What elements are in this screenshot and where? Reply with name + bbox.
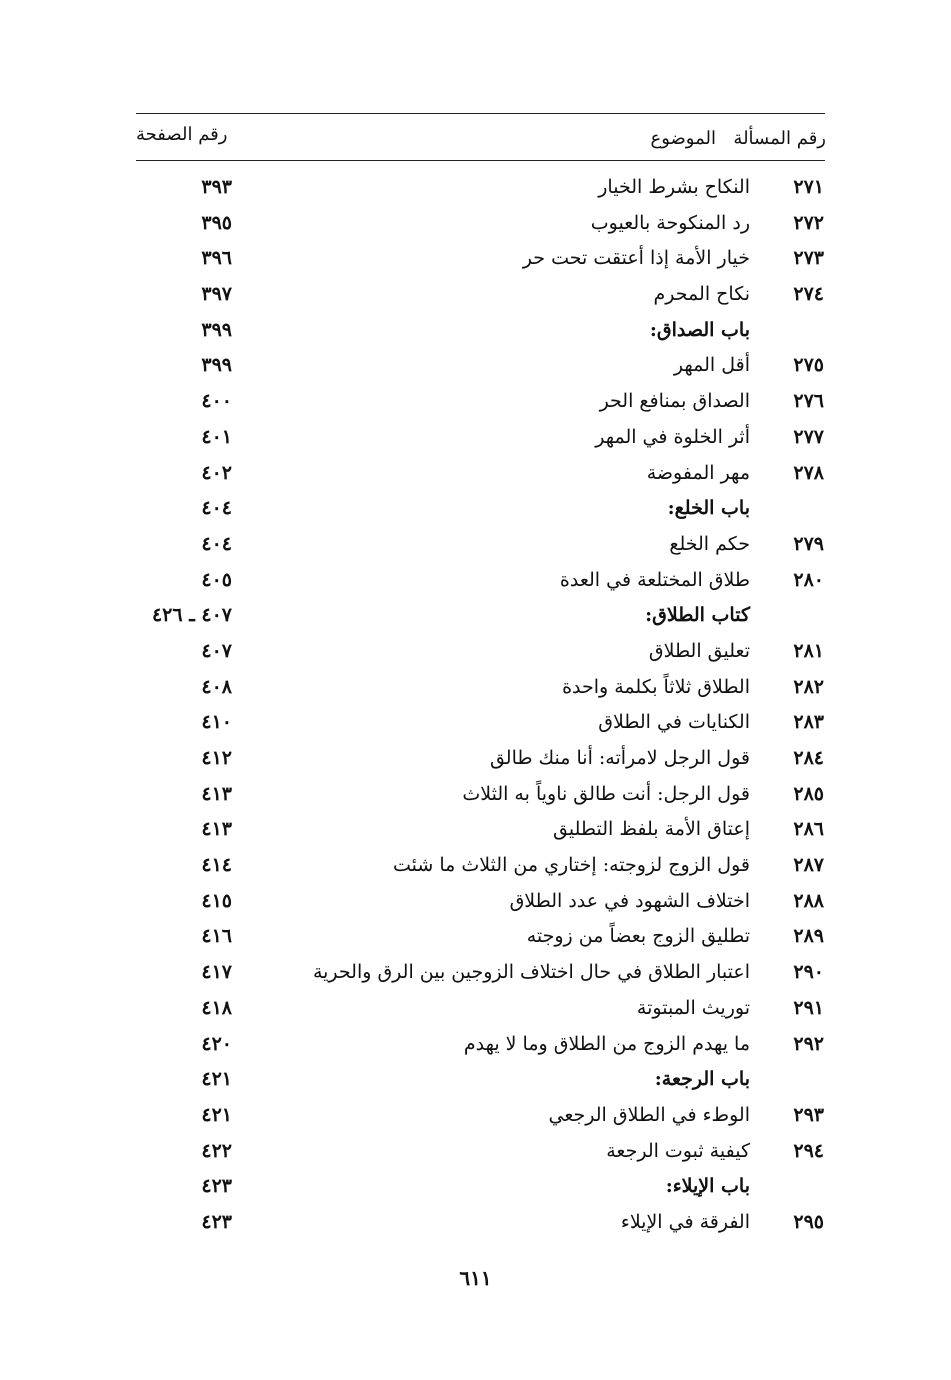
issue-number: ٢٩٣ <box>793 1103 824 1126</box>
section-heading: باب الرجعة: <box>654 1068 750 1091</box>
toc-section-row <box>120 1169 830 1205</box>
toc-entry-row <box>120 527 830 563</box>
page-number: ٣٩٦ <box>201 247 232 270</box>
topic-title: قول الرجل لامرأته: أنا منك طالق <box>489 747 750 769</box>
toc-entry-row <box>120 241 830 277</box>
issue-number: ٢٧٢ <box>793 211 824 234</box>
issue-number: ٢٧١ <box>793 176 824 198</box>
topic-title: حكم الخلع <box>669 532 750 555</box>
section-heading: باب الإيلاء: <box>665 1175 750 1198</box>
page-number: ٤٠٤ <box>201 532 232 555</box>
toc-entry-row <box>120 277 830 313</box>
page-number: ٤٢١ <box>201 1103 232 1126</box>
toc-section-row <box>120 313 830 349</box>
page-number: ٤٢٣ <box>201 1175 232 1198</box>
toc-entry-row <box>120 170 830 206</box>
toc-entry-row <box>120 1134 830 1170</box>
page-number: ٤٠٥ <box>201 568 232 591</box>
issue-number: ٢٨٧ <box>793 854 824 877</box>
topic-title: مهر المفوضة <box>646 461 750 484</box>
topic-title: أقل المهر <box>673 354 750 377</box>
topic-title: تطليق الزوج بعضاً من زوجته <box>526 925 750 948</box>
issue-number: ٢٨٩ <box>793 925 824 948</box>
toc-entry-row <box>120 884 830 920</box>
issue-number: ٢٨٦ <box>793 818 824 841</box>
page-number-column-header: رقم الصفحة <box>136 124 228 145</box>
issue-number: ٢٨٢ <box>793 675 824 698</box>
topic-title: الكنايات في الطلاق <box>598 711 750 734</box>
page-number: ٤٠٧ <box>201 639 232 662</box>
toc-entry-row <box>120 420 830 456</box>
toc-entry-row <box>120 384 830 420</box>
page-number: ٤٠١ <box>201 425 232 448</box>
issue-number: ٢٧٦ <box>793 390 824 413</box>
page-number: ٤٠٠ <box>201 390 232 413</box>
toc-entry-row <box>120 1027 830 1063</box>
toc-entry-row <box>120 812 830 848</box>
toc-entry-row <box>120 563 830 599</box>
page-number: ٤٠٢ <box>201 461 232 484</box>
issue-number: ٢٨٣ <box>793 711 824 734</box>
topic-title: إعتاق الأمة بلفظ التطليق <box>553 818 750 841</box>
page-number: ٤٠٤ <box>201 497 232 520</box>
topic-title: النكاح بشرط الخيار <box>598 176 750 198</box>
page-number: ٤١٧ <box>201 961 232 984</box>
header-bottom-rule <box>136 160 825 161</box>
page-number: ٤١٢ <box>201 747 232 769</box>
toc-entry-row <box>120 634 830 670</box>
page-number: ٤٢٣ <box>201 1210 232 1233</box>
toc-entry-row <box>120 705 830 741</box>
page-number: ٤٠٨ <box>201 675 232 698</box>
issue-number: ٢٩١ <box>793 996 824 1019</box>
page-number: ٤٢١ <box>201 1068 232 1091</box>
page-number: ٣٩٣ <box>201 176 232 198</box>
toc-entry-row <box>120 777 830 813</box>
footer-page-number: ٦١١ <box>459 1266 492 1290</box>
issue-number: ٢٧٨ <box>793 461 824 484</box>
page-number: ٣٩٧ <box>201 283 232 306</box>
topic-title: الوطء في الطلاق الرجعي <box>548 1103 750 1126</box>
topic-title: كيفية ثبوت الرجعة <box>606 1139 750 1162</box>
issue-number: ٢٧٩ <box>793 532 824 555</box>
toc-entry-row <box>120 955 830 991</box>
issue-number-column-header: رقم المسألة <box>733 128 826 149</box>
toc-entry-row <box>120 1098 830 1134</box>
page-number: ٤١٥ <box>201 889 232 912</box>
topic-title: قول الزوج لزوجته: إختاري من الثلاث ما شئت <box>392 854 750 877</box>
section-heading: باب الصداق: <box>649 318 750 341</box>
page-number: ٤٢٢ <box>201 1139 232 1162</box>
issue-number: ٢٨١ <box>793 639 824 662</box>
toc-section-row <box>120 1062 830 1098</box>
topic-title: أثر الخلوة في المهر <box>595 425 750 448</box>
page-number: ٣٩٥ <box>201 211 232 234</box>
topic-title: خيار الأمة إذا أعتقت تحت حر <box>522 247 750 270</box>
topic-title: رد المنكوحة بالعيوب <box>590 211 750 234</box>
toc-entry-row <box>120 456 830 492</box>
topic-title: اعتبار الطلاق في حال اختلاف الزوجين بين الرق والحرية <box>312 961 750 984</box>
page-number: ٤١٦ <box>201 925 232 948</box>
section-heading: باب الخلع: <box>667 497 750 520</box>
toc-entry-row <box>120 991 830 1027</box>
issue-number: ٢٧٥ <box>793 354 824 377</box>
toc-section-row <box>120 491 830 527</box>
topic-title: نكاح المحرم <box>653 283 750 306</box>
section-heading: كتاب الطلاق: <box>645 604 750 627</box>
issue-number: ٢٧٤ <box>793 283 824 306</box>
page-number: ٤١٣ <box>201 818 232 841</box>
toc-section-row <box>120 598 830 634</box>
toc-entry-row <box>120 741 830 777</box>
topic-title: طلاق المختلعة في العدة <box>559 568 750 591</box>
toc-entry-row <box>120 670 830 706</box>
toc-entry-row <box>120 1205 830 1241</box>
page-number: ٤١٣ <box>201 782 232 805</box>
issue-number: ٢٨٨ <box>793 889 824 912</box>
topic-title: اختلاف الشهود في عدد الطلاق <box>509 889 750 912</box>
topic-column-header: الموضوع <box>650 128 716 149</box>
issue-number: ٢٨٤ <box>793 747 824 769</box>
topic-title: تعليق الطلاق <box>648 639 750 662</box>
topic-title: توريث المبتوتة <box>636 996 750 1019</box>
page-number: ٤٠٧ ـ ٤٢٦ <box>151 604 232 627</box>
issue-number: ٢٧٣ <box>793 247 824 270</box>
page-number: ٤١٨ <box>201 996 232 1019</box>
issue-number: ٢٩٤ <box>793 1139 824 1162</box>
page-number: ٤٢٠ <box>201 1032 232 1055</box>
toc-entry-row <box>120 206 830 242</box>
page-number: ٤١٠ <box>201 711 232 734</box>
issue-number: ٢٧٧ <box>793 425 824 448</box>
topic-title: الصداق بمنافع الحر <box>599 390 750 413</box>
page-number: ٣٩٩ <box>201 318 232 341</box>
table-header <box>136 124 826 156</box>
issue-number: ٢٩٢ <box>793 1032 824 1055</box>
issue-number: ٢٩٥ <box>793 1210 824 1233</box>
issue-number: ٢٩٠ <box>793 961 824 984</box>
topic-title: قول الرجل: أنت طالق ناوياً به الثلاث <box>462 782 750 805</box>
topic-title: الفرقة في الإيلاء <box>620 1210 750 1233</box>
toc-entry-row <box>120 348 830 384</box>
page-number: ٤١٤ <box>201 854 232 877</box>
header-top-rule <box>136 113 825 114</box>
page-number: ٣٩٩ <box>201 354 232 377</box>
topic-title: ما يهدم الزوج من الطلاق وما لا يهدم <box>463 1032 750 1055</box>
toc-entry-row <box>120 919 830 955</box>
issue-number: ٢٨٠ <box>793 568 824 591</box>
issue-number: ٢٨٥ <box>793 782 824 805</box>
table-of-contents <box>120 170 830 1241</box>
topic-title: الطلاق ثلاثاً بكلمة واحدة <box>562 675 750 698</box>
toc-entry-row <box>120 848 830 884</box>
